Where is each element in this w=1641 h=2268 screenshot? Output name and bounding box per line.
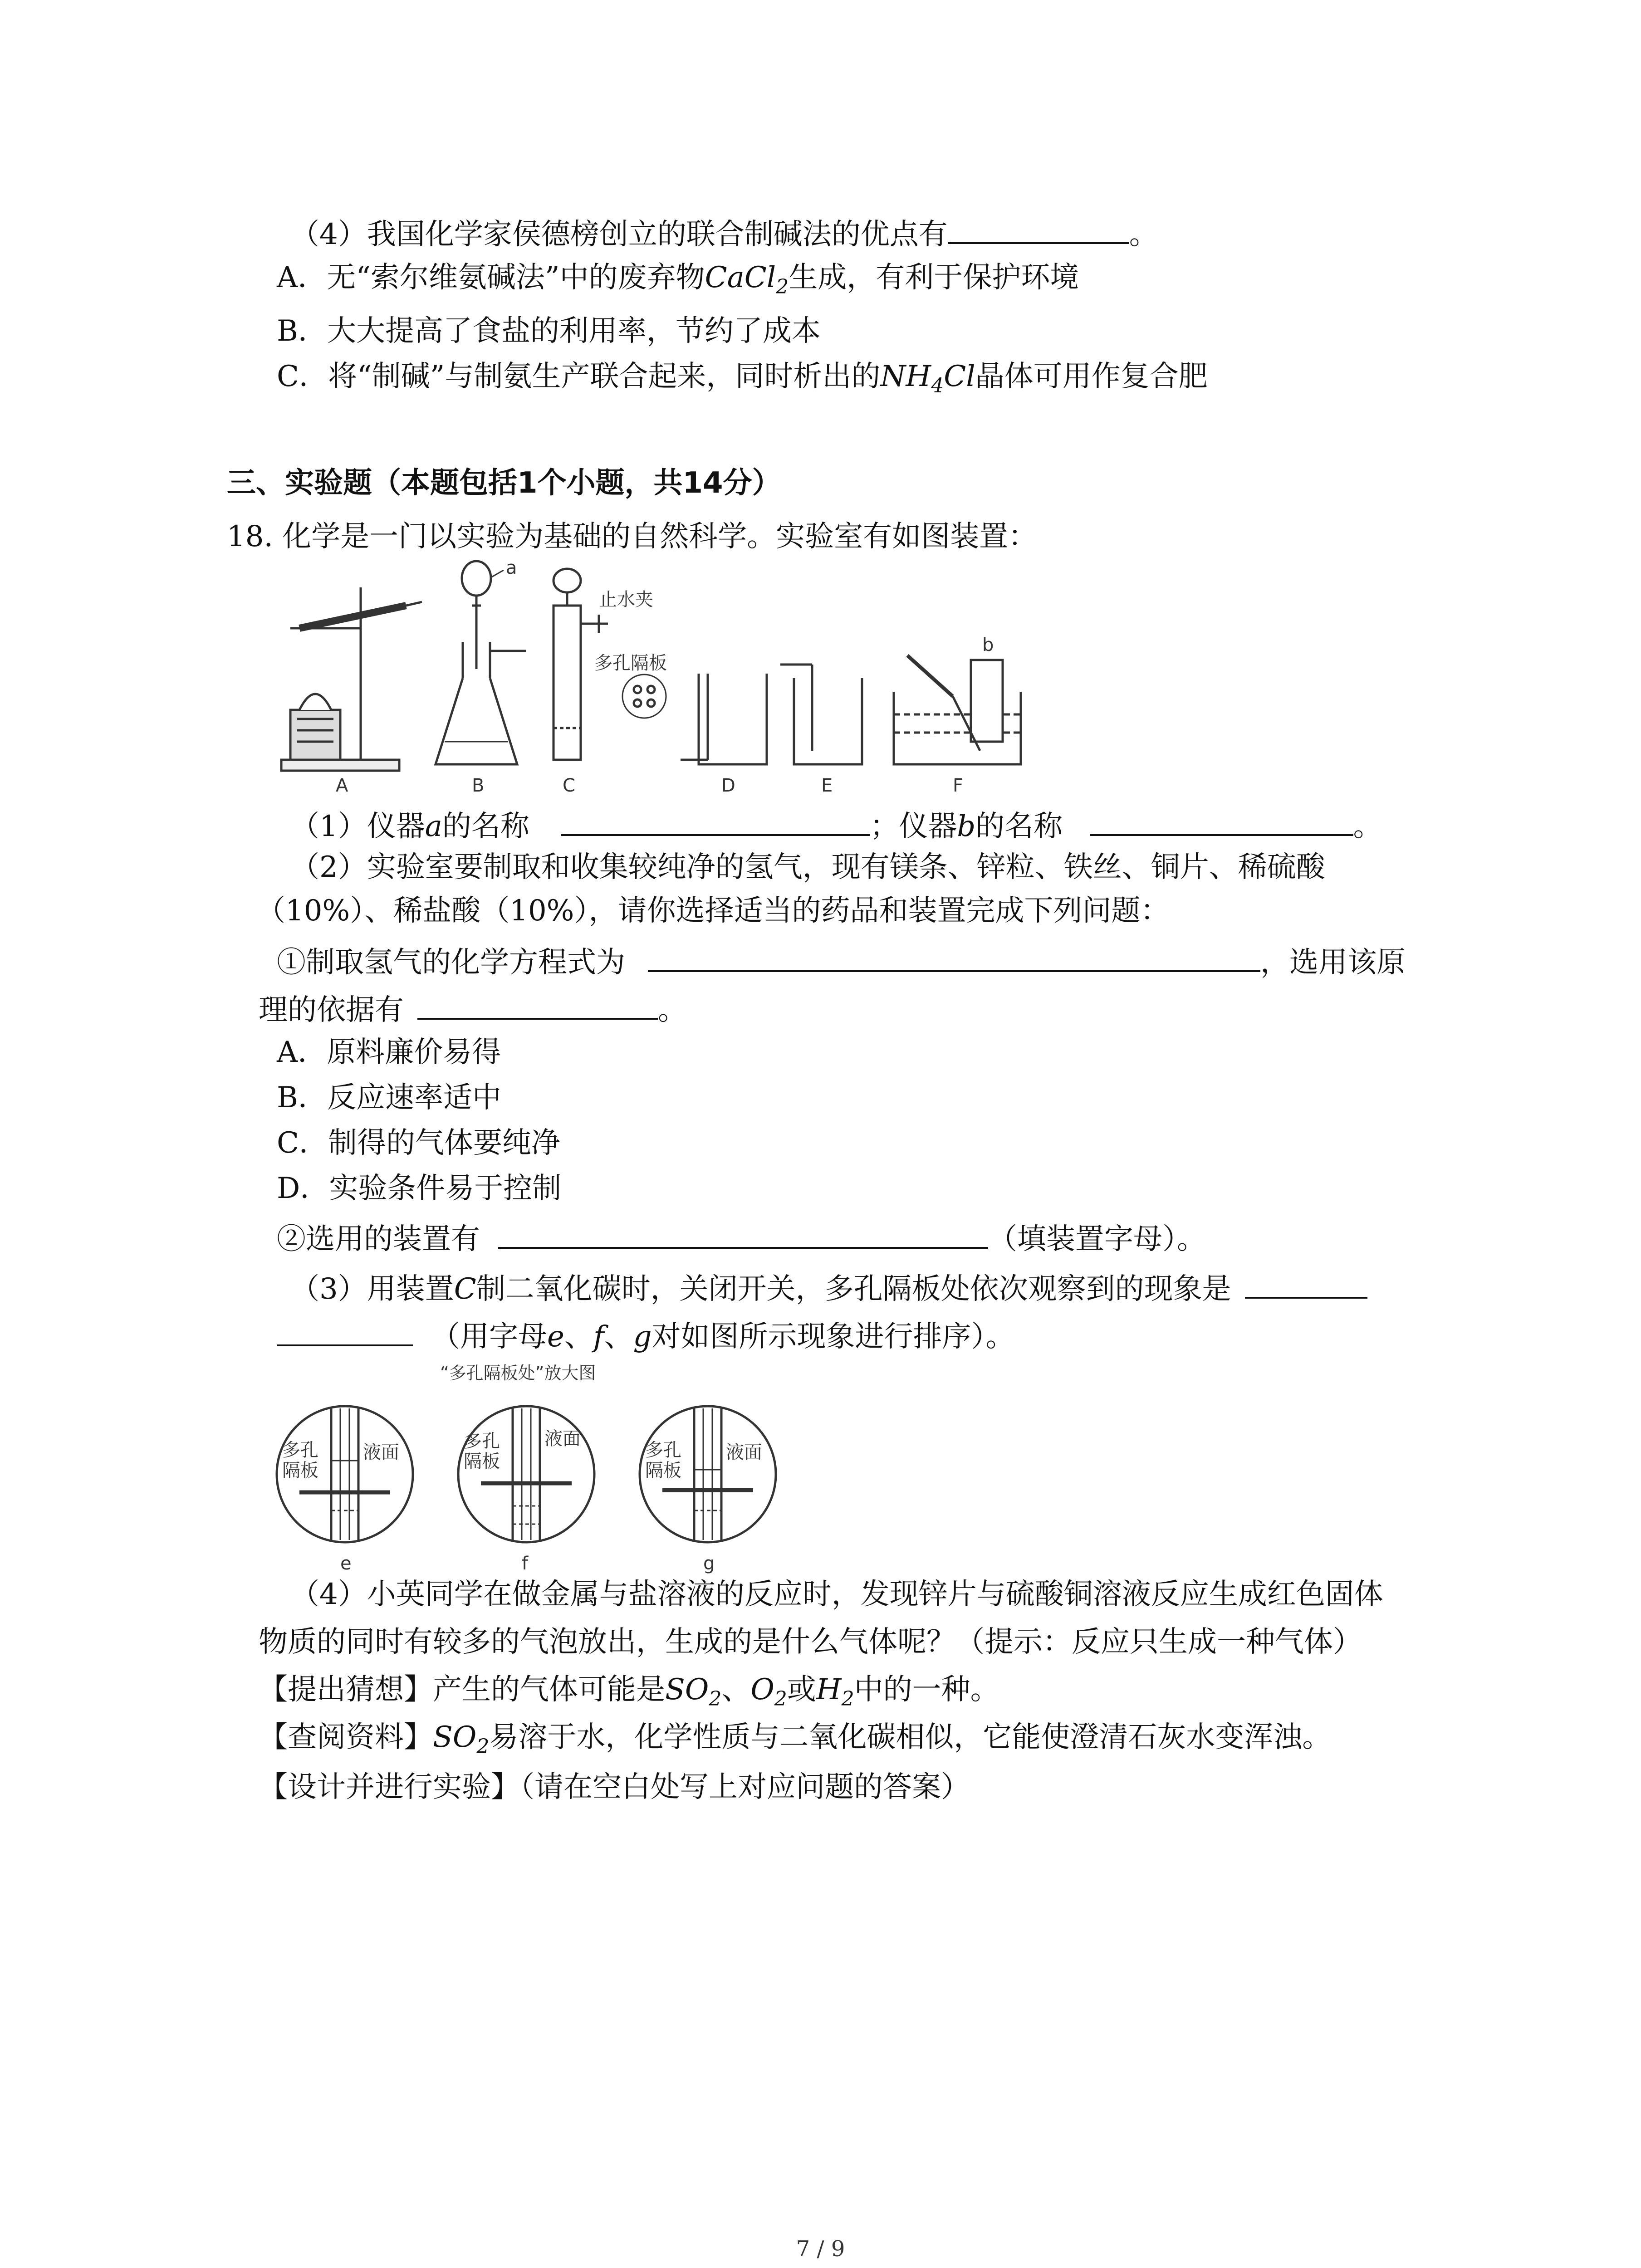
q18-part4-line1: （4）小英同学在做金属与盐溶液的反应时，发现锌片与硫酸铜溶液反应生成红色固体 bbox=[290, 1578, 1383, 1611]
q18-option-d: D．实验条件易于控制 bbox=[277, 1172, 562, 1205]
apparatus-d bbox=[681, 674, 767, 764]
q18-part3-line2: （用字母e、f、g对如图所示现象进行排序）。 bbox=[277, 1315, 1015, 1355]
annotation-a: a bbox=[506, 560, 517, 578]
plate-label-f-1: 多孔 bbox=[464, 1431, 500, 1452]
order-blank-2[interactable] bbox=[277, 1315, 413, 1346]
apparatus-b bbox=[436, 561, 526, 764]
circle-f bbox=[458, 1406, 594, 1542]
plate-label-e-1: 多孔 bbox=[282, 1440, 318, 1461]
q18-part2-line1: （2）实验室要制取和收集较纯净的氢气，现有镁条、锌粒、铁丝、铜片、稀硫酸 bbox=[290, 850, 1325, 884]
q17-option-c: C．将“制碱”与制氨生产联合起来，同时析出的$NH_4Cl$晶体可用作复合肥 bbox=[277, 360, 1208, 397]
plate-label-g-1: 多孔 bbox=[645, 1440, 681, 1461]
label-c: C bbox=[563, 775, 575, 796]
equation-blank[interactable] bbox=[648, 941, 1260, 972]
section-title: 三、实验题（本题包括1个小题，共14分） bbox=[227, 466, 781, 500]
q18-option-a: A．原料廉价易得 bbox=[277, 1036, 501, 1069]
answer-blank-a[interactable] bbox=[561, 805, 870, 836]
magnified-title: “多孔隔板处”放大图 bbox=[440, 1363, 596, 1383]
label-d: D bbox=[721, 775, 735, 796]
circle-label-e: e bbox=[340, 1553, 352, 1574]
annotation-b: b bbox=[982, 635, 994, 655]
apparatus-f bbox=[894, 655, 1021, 764]
q18-option-c: C．制得的气体要纯净 bbox=[277, 1126, 560, 1160]
q18-part1: （1）仪器a的名称 ；仪器b的名称 。 bbox=[290, 805, 1382, 845]
plate-label-f-2: 隔板 bbox=[464, 1451, 500, 1472]
plate-label-e-2: 隔板 bbox=[282, 1460, 318, 1481]
q18-part3-line1: （3）用装置C制二氧化碳时，关闭开关，多孔隔板处依次观察到的现象是 bbox=[290, 1268, 1367, 1307]
page-number: 7 / 9 bbox=[796, 2236, 845, 2262]
liquid-label-f: 液面 bbox=[544, 1428, 581, 1449]
label-a: A bbox=[336, 775, 348, 796]
q18-part2-q1: ①制取氢气的化学方程式为 ，选用该原 bbox=[277, 941, 1406, 981]
q18-design: 【设计并进行实验】（请在空白处写上对应问题的答案） bbox=[259, 1770, 970, 1804]
annotation-clamp: 止水夹 bbox=[599, 589, 653, 610]
order-blank-1[interactable] bbox=[1245, 1268, 1367, 1299]
liquid-label-g: 液面 bbox=[726, 1442, 762, 1463]
plate-magnified-figure bbox=[272, 1361, 817, 1580]
q18-option-b: B．反应速率适中 bbox=[277, 1081, 502, 1114]
apparatus-blank[interactable] bbox=[498, 1218, 988, 1249]
q18-guess: 【提出猜想】产生的气体可能是$SO_2$、$O_2$或$H_2$中的一种。 bbox=[259, 1673, 999, 1711]
answer-blank-b[interactable] bbox=[1090, 805, 1353, 836]
q17-option-a: A．无“索尔维氨碱法”中的废弃物CaCl$_2$生成，有利于保护环境 bbox=[277, 261, 1079, 298]
apparatus-figure bbox=[272, 560, 1043, 798]
q18-part2-line2: （10%）、稀盐酸（10%），请你选择适当的药品和装置完成下列问题： bbox=[256, 894, 1170, 928]
q18-part2-basis: 理的依据有 。 bbox=[259, 989, 687, 1028]
circle-label-g: g bbox=[703, 1553, 715, 1574]
q17-option-b: B．大大提高了食盐的利用率，节约了成本 bbox=[277, 314, 821, 348]
q17-part4-stem-line: （4）我国化学家侯德榜创立的联合制碱法的优点有 。 bbox=[290, 213, 1158, 253]
apparatus-a bbox=[281, 587, 422, 771]
apparatus-e bbox=[780, 665, 862, 764]
plate-label-g-2: 隔板 bbox=[645, 1460, 681, 1481]
label-e: E bbox=[821, 775, 833, 796]
circle-label-f: f bbox=[522, 1553, 529, 1574]
liquid-label-e: 液面 bbox=[363, 1442, 399, 1463]
label-f: F bbox=[953, 775, 964, 796]
q18-intro: 18. 化学是一门以实验为基础的自然科学。实验室有如图装置： bbox=[227, 520, 1038, 553]
basis-blank[interactable] bbox=[417, 989, 658, 1020]
annotation-plate: 多孔隔板 bbox=[594, 653, 667, 674]
q18-part4-line2: 物质的同时有较多的气泡放出，生成的是什么气体呢？（提示：反应只生成一种气体） bbox=[259, 1625, 1362, 1659]
q18-info: 【查阅资料】$SO_2$易溶于水，化学性质与二氧化碳相似，它能使澄清石灰水变浑浊。 bbox=[259, 1721, 1332, 1758]
label-b: B bbox=[472, 775, 485, 796]
q18-part2-q2: ②选用的装置有 （填装置字母）。 bbox=[277, 1218, 1206, 1257]
answer-blank[interactable] bbox=[948, 213, 1129, 244]
